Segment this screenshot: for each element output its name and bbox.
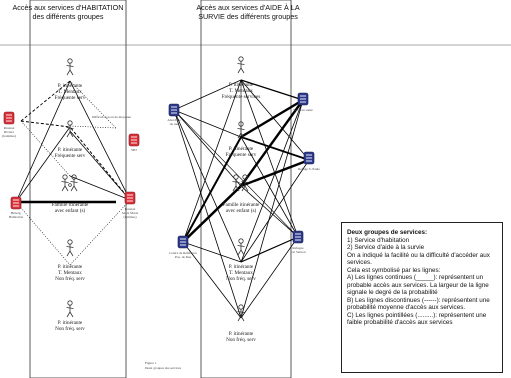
right-p4-l2: T. Mentaux [229, 270, 253, 276]
right-p5-l1: P. itinérante [228, 331, 254, 337]
services-sante-icon [298, 93, 308, 105]
refuge-s-paule-icon [304, 152, 314, 164]
family-icon [62, 175, 78, 191]
person-icon [67, 301, 74, 317]
legend-line: A) Les lignes continues (_____): représentent un probable accès aux services. La largeur de la ligne signale le degré de la probabilité [347, 274, 489, 296]
person-icon [238, 305, 245, 321]
left-p1-l3: Fréquente serv [54, 95, 86, 101]
left-p5-l1: P. itinérante [57, 320, 83, 326]
svc-pension-l2: Riviera [4, 130, 14, 134]
svc-heberg-l2: Habitation [8, 215, 24, 219]
left-p2-l1: P. itinérante [57, 147, 83, 153]
left-p3-l1: Famille itinérante [51, 202, 89, 208]
right-p3-l1: Famille itinérante [222, 202, 260, 208]
left-p5-l2: Non fréq. serv [55, 326, 85, 332]
left-panel [2, 0, 139, 378]
svc-refugee-l2: Cat Vernon [290, 250, 306, 254]
svc-pension-l3: (hommes) [2, 134, 16, 138]
legend-title: Deux groupes de services: [347, 229, 428, 236]
centre-reference-icon [178, 236, 188, 248]
pension-santa-maria-icon [125, 192, 135, 204]
person-icon [67, 240, 74, 256]
svc-maria-l2: Santa Maria [121, 211, 139, 215]
right-p3-l2: avec enfant (s) [225, 208, 257, 214]
person-icon [238, 239, 245, 255]
small-note: Difficult non accès moyenne [92, 115, 132, 119]
person-icon [67, 121, 74, 137]
right-p2-l1: P. itinérante [228, 146, 254, 152]
figure-caption-2: Deux groupes des services [145, 366, 182, 370]
pension-riviera-icon [4, 112, 14, 124]
svc-refuge-l1: Refuge S. Paule [298, 167, 320, 171]
svc-refugee-l1: Refugee [292, 246, 304, 250]
svc-maria-l1: Pension [124, 207, 136, 211]
svc-sante-l1: Services santé [293, 108, 313, 112]
right-panel [167, 0, 320, 378]
hebergement-icon [11, 197, 21, 209]
right-p1-l3: Fréquente services [221, 94, 261, 100]
right-p1-l2: T. Mentaux [229, 88, 253, 94]
svc-maria-l3: (femmes) [123, 215, 137, 219]
left-connections [16, 81, 130, 265]
legend-box [341, 222, 503, 373]
legend-line: 2) Service d'aide à la survie [347, 244, 425, 251]
person-icon [238, 57, 245, 73]
legend-line: Cela est symbolisé par les lignes: [347, 266, 441, 274]
svc-shj-l1: SHJ [131, 148, 137, 152]
refugee-icon [293, 231, 303, 243]
svc-heberg-l1: Heberg. [10, 211, 22, 215]
svc-abordage-l2: de rue [169, 122, 179, 126]
right-p4-l1: P. itinérante [228, 264, 254, 270]
left-p4-l2: T. Mentaux [58, 270, 82, 276]
right-p1-l1: P. itinérante [228, 82, 254, 88]
svc-centre-l2: Pop. de Rue [174, 255, 192, 259]
left-p1-l1: P. itinérante [57, 83, 83, 89]
right-connections [174, 80, 309, 318]
legend-line: B) Les lignes discontinues (------): représentent une probabilité moyenne d'accès aux services. [347, 296, 490, 311]
left-p3-l2: avec enfant (s) [54, 208, 86, 214]
legend-line: 1) Service d'habitation [347, 236, 410, 244]
figure-caption-1: Figure 1 [145, 361, 157, 365]
left-p4-l3: Non fréq. serv [55, 276, 85, 282]
person-icon [67, 59, 74, 75]
svc-pension-l1: Pension [3, 126, 15, 130]
right-p4-l3: Non fréq. serv [226, 276, 256, 282]
shj-icon [129, 134, 139, 146]
abordage-icon [169, 104, 179, 116]
svc-abordage-l1: Abordage [167, 118, 181, 122]
legend-line: C) Les lignes pointillées (.........): représentent une faible probabilité d'accès aux services [347, 311, 487, 326]
left-p1-l2: T. Mentaux [58, 89, 82, 95]
header-habitation: Accès aux services d'HABITATION des différents groupes [12, 3, 124, 21]
left-p2-l2: Fréquente serv [54, 153, 86, 159]
svc-centre-l1: Centre de Référence [169, 251, 197, 255]
legend-line: On a indiqué la facilité ou la difficulté d'accéder aux services. [347, 251, 490, 266]
header-survie: Accès aux services d'AIDE À LA SURVIE des différents groupes [196, 3, 300, 21]
right-p2-l2: Fréquente serv [225, 152, 257, 158]
left-p4-l1: P. itinérante [57, 264, 83, 270]
right-p5-l2: Non fréq. serv [226, 337, 256, 343]
